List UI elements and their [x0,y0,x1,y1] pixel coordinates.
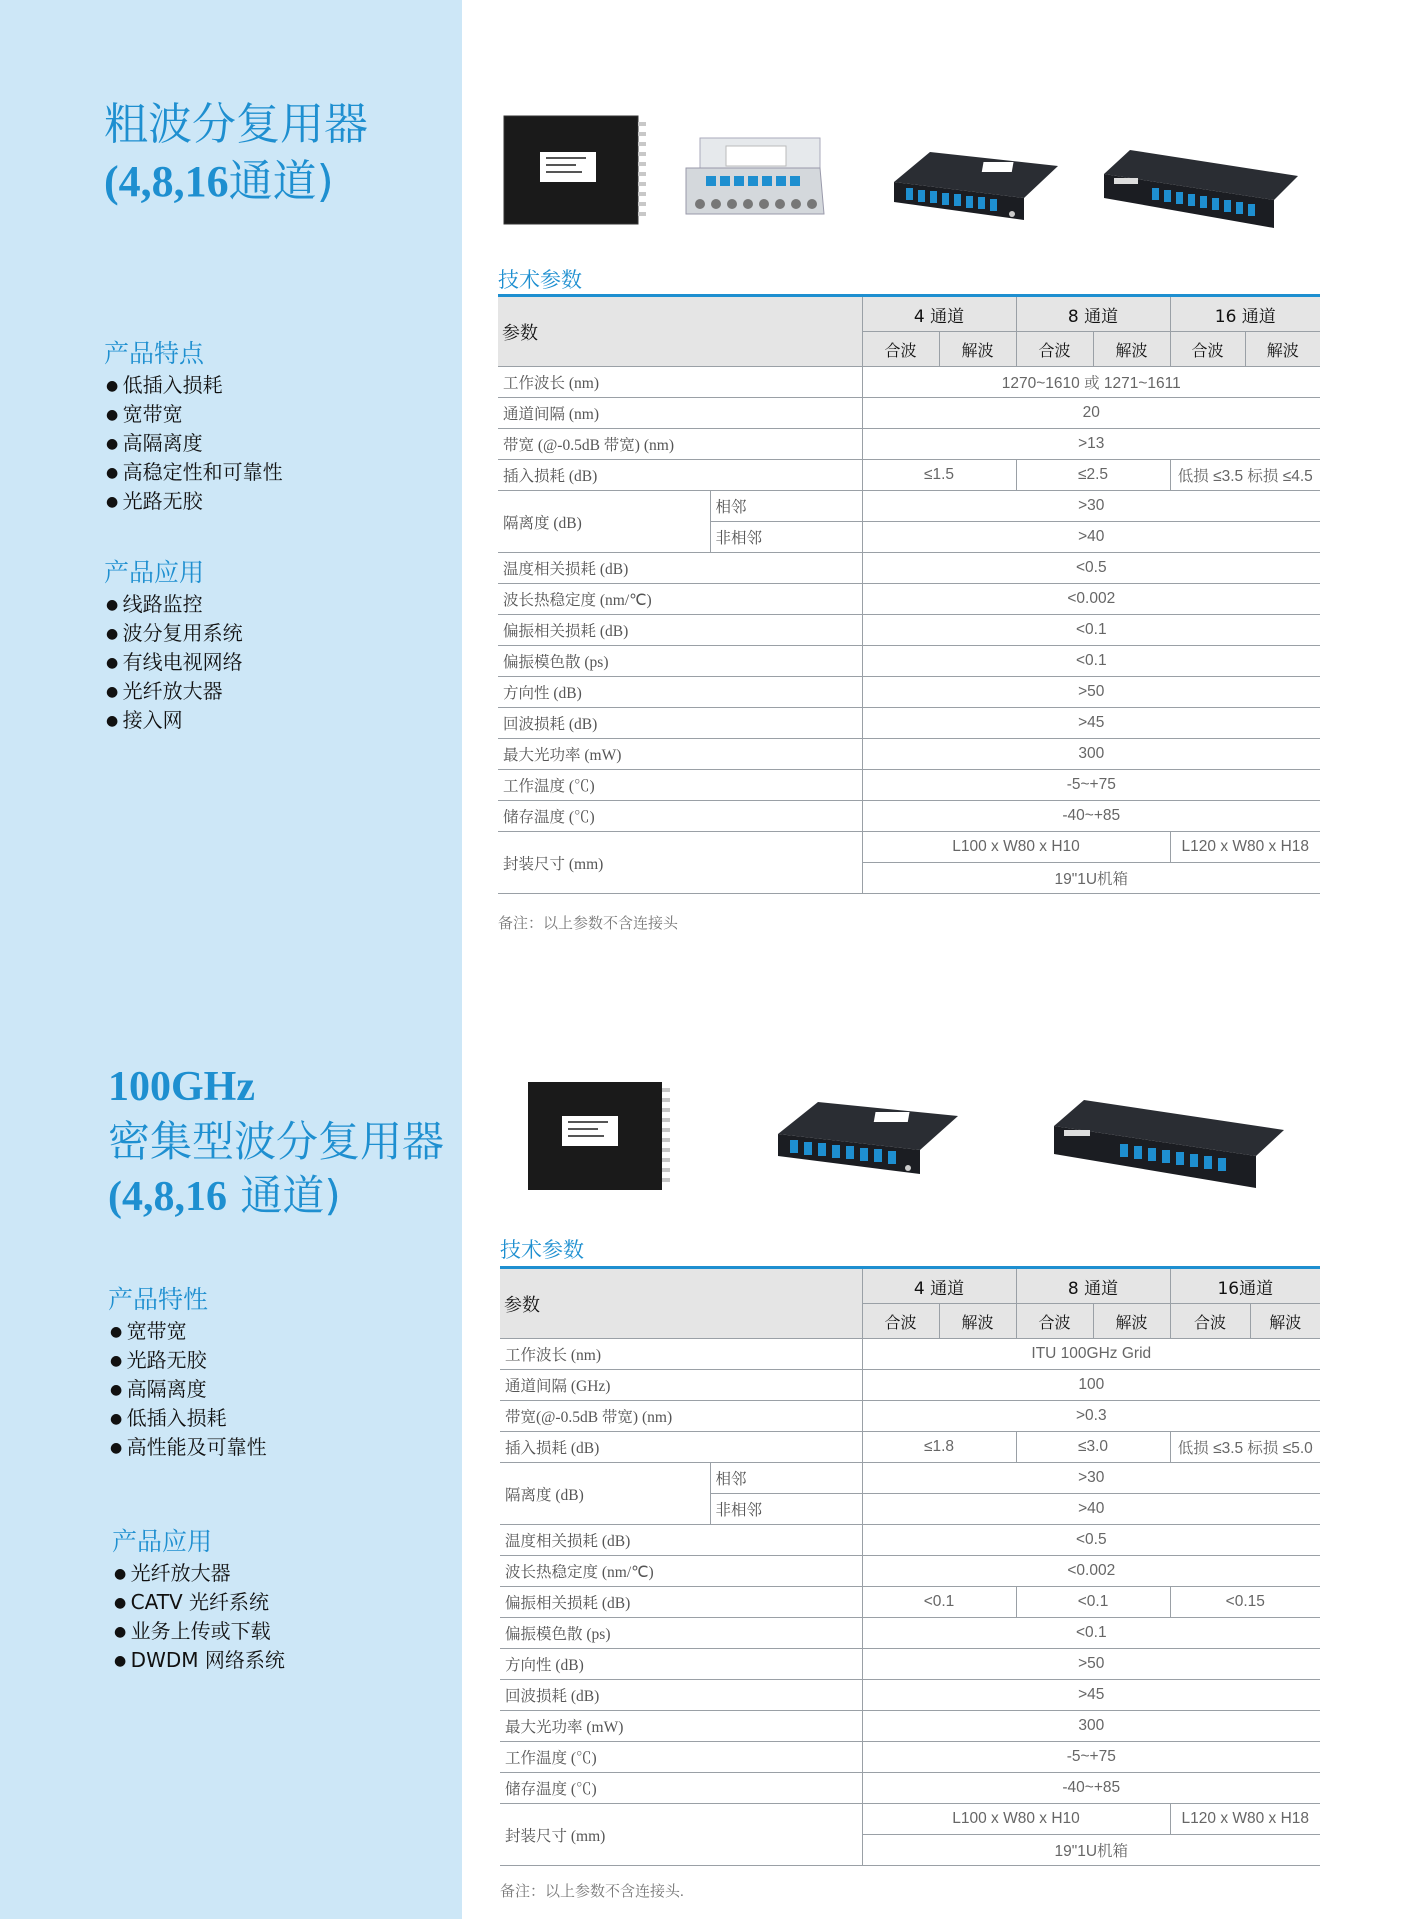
table-row: 封装尺寸 (mm) L100 x W80 x H10 L120 x W80 x H18 [498,832,1320,863]
table-row: 回波损耗 (dB) >45 [498,708,1320,739]
table-row: 封装尺寸 (mm) L100 x W80 x H10 L120 x W80 x H18 [500,1804,1320,1835]
list-item: ● 光纤放大器 [114,1559,285,1588]
section2-apps-list [114,1559,285,1675]
list-item: ● 宽带宽 [110,1317,267,1346]
list-item: ● 高稳定性和可靠性 [106,458,283,487]
table-header-group: 16 通道 [1170,297,1320,332]
table-header-group: 4 通道 [862,1269,1016,1304]
table-row: 工作波长 (nm) ITU 100GHz Grid [500,1339,1320,1370]
list-item: ● DWDM 网络系统 [114,1646,285,1675]
table-row: 隔离度 (dB) 相邻 >30 [500,1463,1320,1494]
table-header-group: 4 通道 [862,297,1016,332]
table-row: 储存温度 (℃) -40~+85 [498,801,1320,832]
list-item: ● 宽带宽 [106,400,283,429]
dwdm-1u-rack-small-image [774,1098,960,1188]
table-row: 温度相关损耗 (dB) <0.5 [498,553,1320,584]
table-header-sub: 合波 [1170,1304,1250,1339]
list-item: ● 高隔离度 [110,1375,267,1404]
table-row: 通道间隔 (GHz) 100 [500,1370,1320,1401]
table-row: 温度相关损耗 (dB) <0.5 [500,1525,1320,1556]
section1-features-list [106,371,283,516]
cwdm-module-box-image [500,112,650,228]
section2-tech-label: 技术参数 [500,1238,584,1262]
table-header-sub: 解波 [1245,332,1320,367]
table-header-sub: 解波 [939,332,1016,367]
list-item: ● 高隔离度 [106,429,283,458]
list-item: ● CATV 光纤系统 [114,1588,285,1617]
cwdm-19in-1u-chassis-image [1100,146,1300,246]
table-header-sub: 合波 [862,332,939,367]
table-header-sub: 合波 [862,1304,939,1339]
section1-apps-list [106,590,243,735]
table-header-param: 参数 [500,1269,862,1339]
list-item: ● 线路监控 [106,590,243,619]
table-row: 波长热稳定度 (nm/℃) <0.002 [500,1556,1320,1587]
section2-note: 备注：以上参数不含连接头. [500,1884,684,1900]
list-item: ● 高性能及可靠性 [110,1433,267,1462]
table-header-sub: 解波 [1093,1304,1170,1339]
section1-note: 备注：以上参数不含连接头 [498,916,679,932]
list-item: ● 波分复用系统 [106,619,243,648]
cwdm-lgx-cassette-image [680,128,830,220]
table-row: 方向性 (dB) >50 [500,1649,1320,1680]
table-row: 带宽(@-0.5dB 带宽) (nm) >0.3 [500,1401,1320,1432]
table-row: 最大光功率 (mW) 300 [498,739,1320,770]
table-header-group: 8 通道 [1016,297,1170,332]
list-item: ● 光纤放大器 [106,677,243,706]
section1-spec-table [498,297,1320,894]
list-item: ● 低插入损耗 [106,371,283,400]
table-row: 通道间隔 (nm) 20 [498,398,1320,429]
table-row: 带宽 (@-0.5dB 带宽) (nm) >13 [498,429,1320,460]
table-header-group: 16通道 [1170,1269,1320,1304]
list-item: ● 接入网 [106,706,243,735]
table-header-sub: 合波 [1016,1304,1093,1339]
dwdm-19in-1u-chassis-image [1050,1096,1286,1206]
section1-features-heading: 产品特点 [104,339,205,368]
section2-spec-table [500,1269,1320,1866]
section1-title: 粗波分复用器 (4,8,16通道) [104,99,368,208]
table-row: 偏振模色散 (ps) <0.1 [500,1618,1320,1649]
table-row: 偏振模色散 (ps) <0.1 [498,646,1320,677]
table-row: 19"1U机箱 [498,863,1320,894]
table-row: 插入损耗 (dB) ≤1.8 ≤3.0 低损 ≤3.5 标损 ≤5.0 [500,1432,1320,1463]
list-item: ● 低插入损耗 [110,1404,267,1433]
table-header-sub: 解波 [1093,332,1170,367]
list-item: ● 光路无胶 [106,487,283,516]
table-row: 插入损耗 (dB) ≤1.5 ≤2.5 低损 ≤3.5 标损 ≤4.5 [498,460,1320,491]
dwdm-module-box-image [524,1078,674,1194]
table-header-sub: 合波 [1016,332,1093,367]
table-header-sub: 解波 [1250,1304,1320,1339]
section1-tech-label: 技术参数 [498,268,582,292]
cwdm-1u-rack-small-image [890,148,1060,234]
table-row: 工作温度 (℃) -5~+75 [498,770,1320,801]
table-row: 波长热稳定度 (nm/℃) <0.002 [498,584,1320,615]
table-row: 最大光功率 (mW) 300 [500,1711,1320,1742]
table-header-group: 8 通道 [1016,1269,1170,1304]
list-item: ● 业务上传或下载 [114,1617,285,1646]
table-row: 储存温度 (℃) -40~+85 [500,1773,1320,1804]
table-row: 回波损耗 (dB) >45 [500,1680,1320,1711]
section2-features-heading: 产品特性 [108,1285,209,1314]
table-row: 非相邻 >40 [498,522,1320,553]
table-row: 偏振相关损耗 (dB) <0.1 <0.1 <0.15 [500,1587,1320,1618]
section2-title: 100GHz 密集型波分复用器 (4,8,16 通道) [108,1064,445,1221]
section2-features-list [110,1317,267,1462]
table-row: 方向性 (dB) >50 [498,677,1320,708]
list-item: ● 光路无胶 [110,1346,267,1375]
table-row: 非相邻 >40 [500,1494,1320,1525]
table-row: 19"1U机箱 [500,1835,1320,1866]
table-header-sub: 合波 [1170,332,1245,367]
table-header-sub: 解波 [939,1304,1016,1339]
table-row: 隔离度 (dB) 相邻 >30 [498,491,1320,522]
table-row: 偏振相关损耗 (dB) <0.1 [498,615,1320,646]
section2-apps-heading: 产品应用 [112,1527,213,1556]
section1-apps-heading: 产品应用 [104,558,205,587]
table-row: 工作温度 (℃) -5~+75 [500,1742,1320,1773]
table-header-param: 参数 [498,297,862,367]
list-item: ● 有线电视网络 [106,648,243,677]
table-row: 工作波长 (nm) 1270~1610 或 1271~1611 [498,367,1320,398]
